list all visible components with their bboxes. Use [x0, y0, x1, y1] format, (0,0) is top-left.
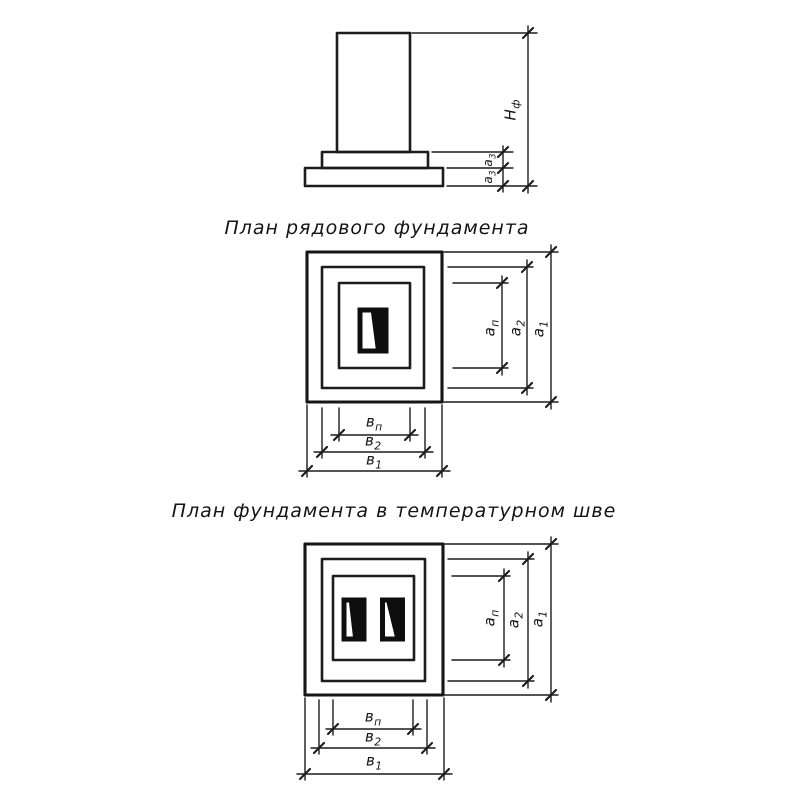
plan1-dim-label-bp: [365, 412, 383, 434]
dim-sub: п: [488, 609, 502, 617]
dim-sub: 1: [536, 610, 550, 618]
plan2-dim-label-bp: [364, 707, 382, 729]
plan1-dim-label-a2: [506, 319, 528, 337]
dim-base: в: [364, 431, 375, 450]
dim-sub: п: [374, 715, 382, 729]
plan-regular-drawing: [299, 245, 558, 477]
dim-sub: 2: [514, 319, 528, 327]
plan1-dim-label-b2: [364, 431, 382, 453]
dim-sub: 2: [374, 735, 382, 749]
dim-base: а: [504, 618, 523, 629]
dim-sub: 3: [488, 153, 499, 159]
dim-sub: ф: [509, 99, 523, 109]
plan2-dim-label-a1: [528, 610, 550, 628]
dim-base: а: [528, 617, 547, 628]
plan1-dim-label-a1: [529, 320, 551, 338]
plan-joint-title: План фундамента в температурном шве: [171, 500, 617, 522]
dim-sub: 1: [375, 458, 383, 472]
plan2-outer-contour: [305, 544, 443, 695]
plan2-dim-label-a2: [504, 611, 526, 629]
dim-base: в: [365, 751, 376, 770]
dim-base: а: [480, 326, 499, 337]
dim-base: в: [365, 450, 376, 469]
dim-base: а: [480, 616, 499, 627]
dim-base: а: [506, 326, 525, 337]
pier-step: [322, 152, 428, 168]
dim-sub: п: [488, 319, 502, 327]
plan-joint-drawing: [297, 537, 558, 780]
dim-base: Н: [501, 108, 520, 121]
dim-sub: 1: [375, 759, 383, 773]
dim-sub: 3: [488, 170, 499, 176]
dim-base: в: [364, 707, 375, 726]
dim-sub: п: [375, 420, 383, 434]
base-slab: [305, 168, 443, 186]
dim-base: в: [364, 727, 375, 746]
plan1-dim-label-b1: [365, 450, 383, 472]
dim-base: а: [480, 175, 495, 184]
dim-sub: 2: [374, 439, 382, 453]
plan2-dim-label-ap: [480, 609, 502, 627]
dim-label-a3-lower: [482, 170, 498, 183]
plan2-dim-label-b2: [364, 727, 382, 749]
dim-sub: 2: [512, 611, 526, 619]
dim-base: в: [365, 412, 376, 431]
dim-label-a3-upper: [482, 153, 498, 166]
dim-sub: 1: [537, 320, 551, 328]
dim-base: а: [529, 327, 548, 338]
dim-label-hf: [501, 99, 523, 121]
plan1-dim-label-ap: [480, 319, 502, 337]
dim-base: а: [480, 158, 495, 167]
plan2-dim-label-b1: [365, 751, 383, 773]
column-outline: [337, 33, 410, 152]
plan-regular-title: План рядового фундамента: [224, 217, 530, 239]
